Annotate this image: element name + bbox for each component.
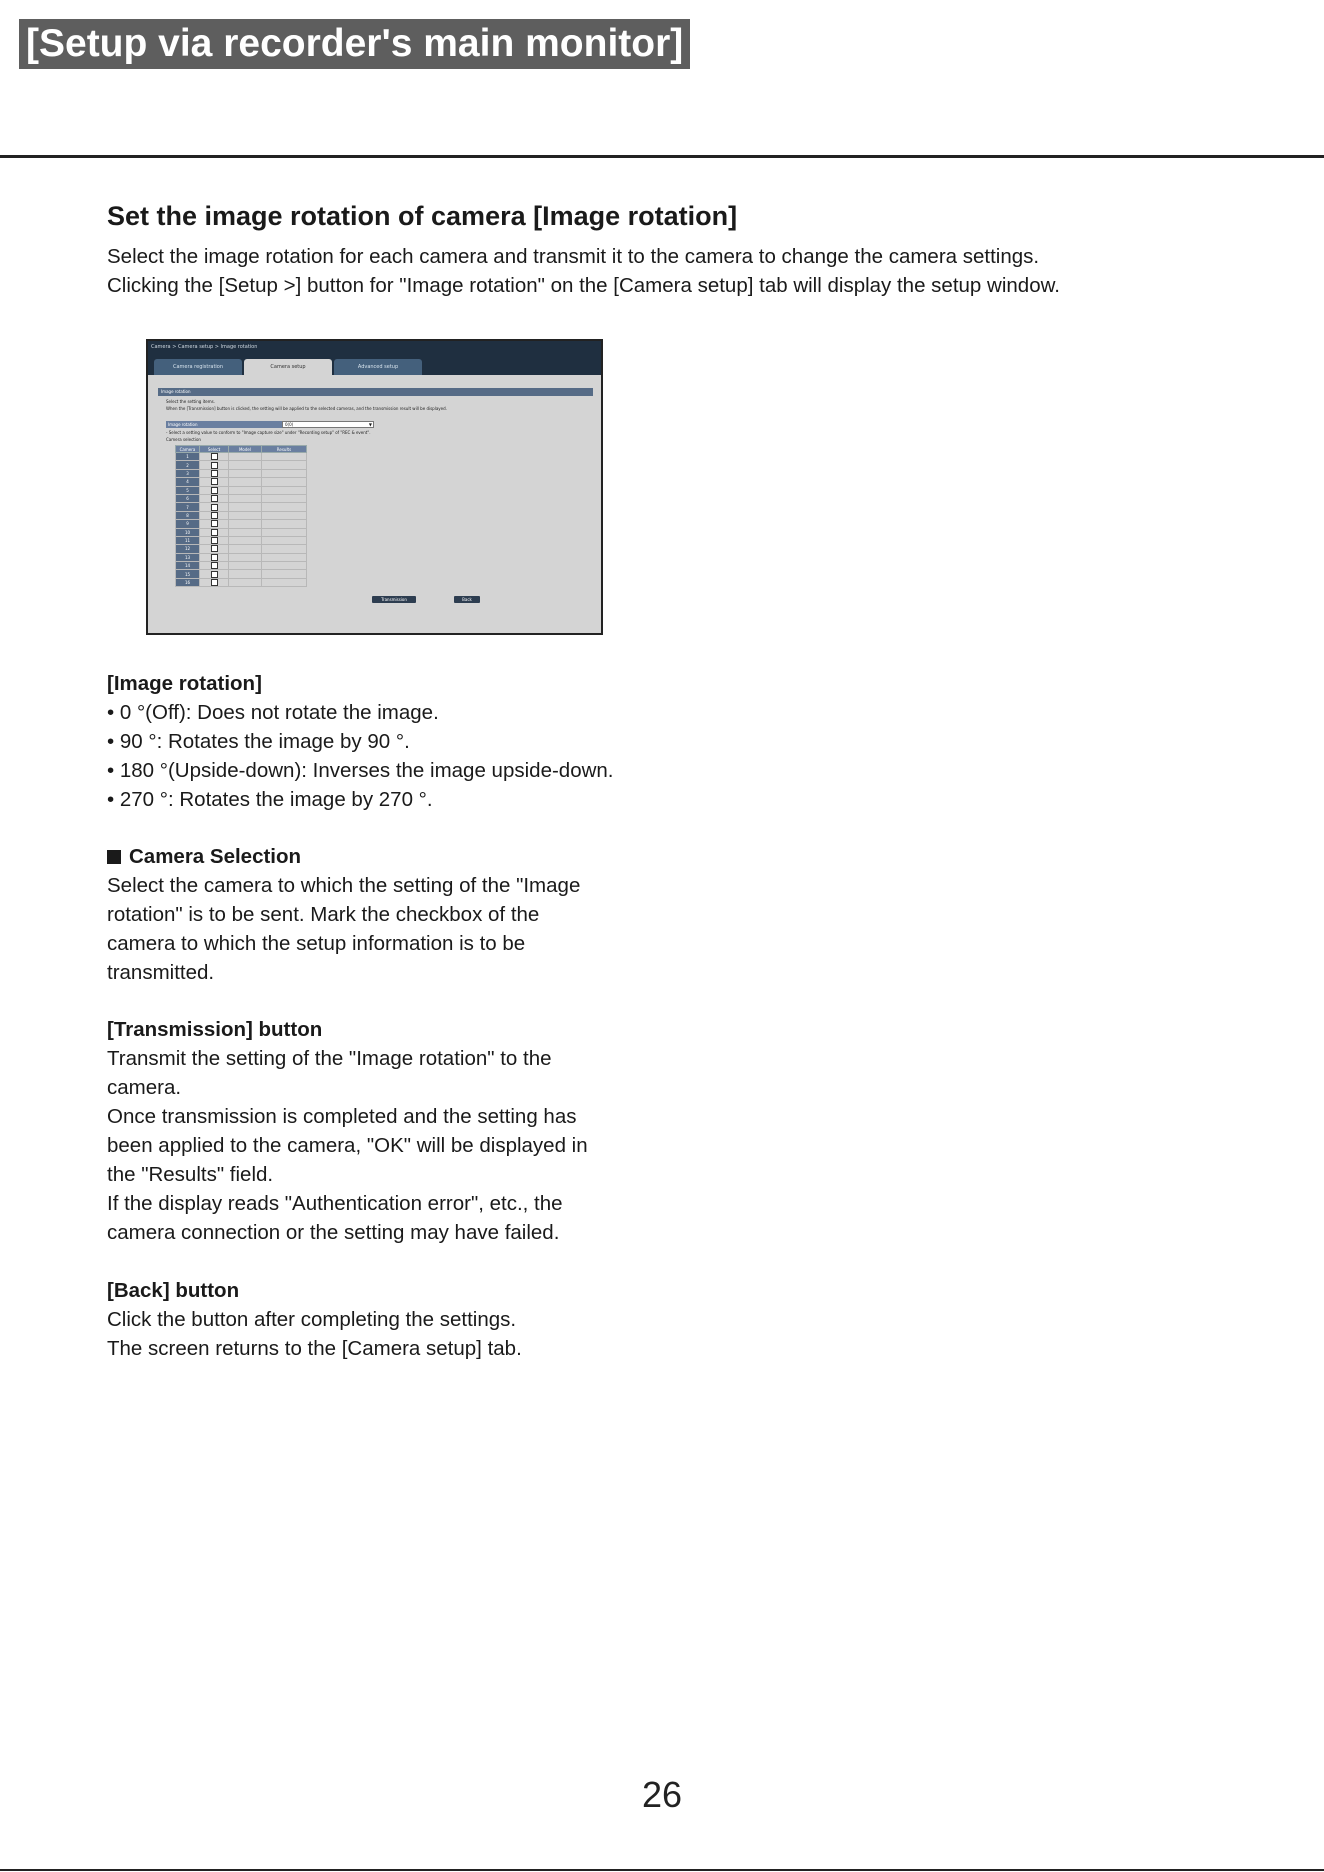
paragraph-line: Select the camera to which the setting of the "Image bbox=[107, 874, 581, 897]
screenshot-breadcrumb: Camera > Camera setup > Image rotation bbox=[148, 341, 601, 353]
table-row bbox=[176, 562, 307, 570]
select-checkbox[interactable] bbox=[211, 487, 218, 494]
column-header: Camera bbox=[176, 446, 200, 453]
image-rotation-heading: [Image rotation] bbox=[107, 672, 262, 695]
screenshot-tab-bar bbox=[148, 353, 601, 375]
image-rotation-screenshot bbox=[146, 339, 603, 635]
select-checkbox[interactable] bbox=[211, 571, 218, 578]
transmission-section bbox=[107, 1015, 667, 1247]
rotation-dropdown-label: Image rotation bbox=[166, 421, 282, 428]
camera-number: 4 bbox=[176, 478, 200, 486]
camera-number: 13 bbox=[176, 553, 200, 561]
select-checkbox[interactable] bbox=[211, 579, 218, 586]
square-bullet-icon bbox=[107, 850, 121, 864]
screenshot-instruction: When the [Transmission] button is clicked, the setting will be applied to the selected cameras, and the transmission result will be displayed. bbox=[166, 406, 447, 411]
select-checkbox[interactable] bbox=[211, 545, 218, 552]
paragraph-line: camera connection or the setting may have failed. bbox=[107, 1221, 560, 1244]
rotation-dropdown-value: 0(0) bbox=[285, 422, 294, 427]
tab-camera-registration[interactable]: Camera registration bbox=[154, 359, 242, 375]
intro-line: Clicking the [Setup >] button for "Image rotation" on the [Camera setup] tab will display the setup window. bbox=[107, 274, 1060, 297]
camera-number: 7 bbox=[176, 503, 200, 511]
select-checkbox[interactable] bbox=[211, 529, 218, 536]
table-row bbox=[176, 486, 307, 494]
table-row bbox=[176, 536, 307, 544]
select-checkbox[interactable] bbox=[211, 453, 218, 460]
camera-number: 15 bbox=[176, 570, 200, 578]
screenshot-instruction: Select the setting items. bbox=[166, 399, 215, 404]
image-rotation-section bbox=[107, 669, 667, 814]
select-checkbox[interactable] bbox=[211, 562, 218, 569]
select-checkbox[interactable] bbox=[211, 512, 218, 519]
table-row bbox=[176, 520, 307, 528]
list-item: • 180 °(Upside-down): Inverses the image upside-down. bbox=[107, 759, 614, 782]
table-row bbox=[176, 528, 307, 536]
camera-selection-heading: Camera Selection bbox=[129, 845, 302, 868]
chevron-down-icon: ▼ bbox=[368, 422, 372, 427]
intro-line: Select the image rotation for each camera and transmit it to the camera to change the camera settings. bbox=[107, 245, 1040, 268]
section-content bbox=[107, 196, 1227, 300]
tab-advanced-setup[interactable]: Advanced setup bbox=[334, 359, 422, 375]
select-checkbox[interactable] bbox=[211, 495, 218, 502]
table-row bbox=[176, 545, 307, 553]
camera-number: 16 bbox=[176, 578, 200, 586]
paragraph-line: Once transmission is completed and the setting has bbox=[107, 1105, 577, 1128]
table-row bbox=[176, 503, 307, 511]
screenshot-section-bar: Image rotation bbox=[158, 388, 593, 396]
paragraph-line: camera to which the setup information is to be bbox=[107, 932, 526, 955]
table-row bbox=[176, 478, 307, 486]
paragraph-line: If the display reads "Authentication error", etc., the bbox=[107, 1192, 563, 1215]
table-row bbox=[176, 511, 307, 519]
camera-number: 9 bbox=[176, 520, 200, 528]
table-row bbox=[176, 553, 307, 561]
back-section bbox=[107, 1276, 667, 1363]
tab-camera-setup[interactable]: Camera setup bbox=[244, 359, 332, 375]
camera-number: 6 bbox=[176, 494, 200, 502]
image-rotation-list bbox=[107, 698, 667, 814]
select-checkbox[interactable] bbox=[211, 478, 218, 485]
column-header: Results bbox=[262, 446, 307, 453]
footer-divider bbox=[0, 1869, 1324, 1871]
paragraph-line: The screen returns to the [Camera setup] tab. bbox=[107, 1337, 522, 1360]
camera-number: 1 bbox=[176, 453, 200, 461]
paragraph-line: the "Results" field. bbox=[107, 1163, 274, 1186]
table-row bbox=[176, 461, 307, 469]
paragraph-line: transmitted. bbox=[107, 961, 215, 984]
select-checkbox[interactable] bbox=[211, 520, 218, 527]
transmission-button[interactable]: Transmission bbox=[372, 596, 416, 603]
screenshot-note: - Select a setting value to conform to "Image capture size" under "Recording setup" of "REC & event". bbox=[166, 430, 371, 435]
camera-number: 8 bbox=[176, 511, 200, 519]
list-item: • 0 °(Off): Does not rotate the image. bbox=[107, 701, 439, 724]
page-header-title: [Setup via recorder's main monitor] bbox=[19, 19, 690, 69]
transmission-heading: [Transmission] button bbox=[107, 1018, 323, 1041]
camera-table bbox=[175, 445, 307, 587]
section-title: Set the image rotation of camera [Image rotation] bbox=[107, 201, 738, 231]
table-row bbox=[176, 494, 307, 502]
select-checkbox[interactable] bbox=[211, 554, 218, 561]
paragraph-line: Click the button after completing the settings. bbox=[107, 1308, 517, 1331]
camera-number: 2 bbox=[176, 461, 200, 469]
section-intro bbox=[107, 242, 1227, 300]
table-row bbox=[176, 453, 307, 461]
rotation-dropdown[interactable] bbox=[282, 421, 374, 428]
select-checkbox[interactable] bbox=[211, 470, 218, 477]
back-button[interactable]: Back bbox=[454, 596, 480, 603]
table-row bbox=[176, 578, 307, 586]
paragraph-line: camera. bbox=[107, 1076, 182, 1099]
camera-selection-section bbox=[107, 842, 667, 987]
camera-number: 3 bbox=[176, 469, 200, 477]
header-divider bbox=[0, 155, 1324, 158]
list-item: • 90 °: Rotates the image by 90 °. bbox=[107, 730, 410, 753]
camera-selection-label: Camera selection bbox=[166, 437, 201, 442]
table-row bbox=[176, 570, 307, 578]
camera-number: 14 bbox=[176, 562, 200, 570]
paragraph-line: rotation" is to be sent. Mark the checkbox of the bbox=[107, 903, 540, 926]
table-row bbox=[176, 469, 307, 477]
select-checkbox[interactable] bbox=[211, 504, 218, 511]
select-checkbox[interactable] bbox=[211, 537, 218, 544]
select-checkbox[interactable] bbox=[211, 462, 218, 469]
camera-number: 12 bbox=[176, 545, 200, 553]
column-header: Model bbox=[229, 446, 262, 453]
camera-number: 5 bbox=[176, 486, 200, 494]
page-number: 26 bbox=[641, 1774, 683, 1815]
camera-number: 11 bbox=[176, 536, 200, 544]
paragraph-line: Transmit the setting of the "Image rotation" to the bbox=[107, 1047, 552, 1070]
column-header: Select bbox=[200, 446, 229, 453]
back-heading: [Back] button bbox=[107, 1279, 240, 1302]
list-item: • 270 °: Rotates the image by 270 °. bbox=[107, 788, 433, 811]
paragraph-line: been applied to the camera, "OK" will be displayed in bbox=[107, 1134, 588, 1157]
camera-number: 10 bbox=[176, 528, 200, 536]
